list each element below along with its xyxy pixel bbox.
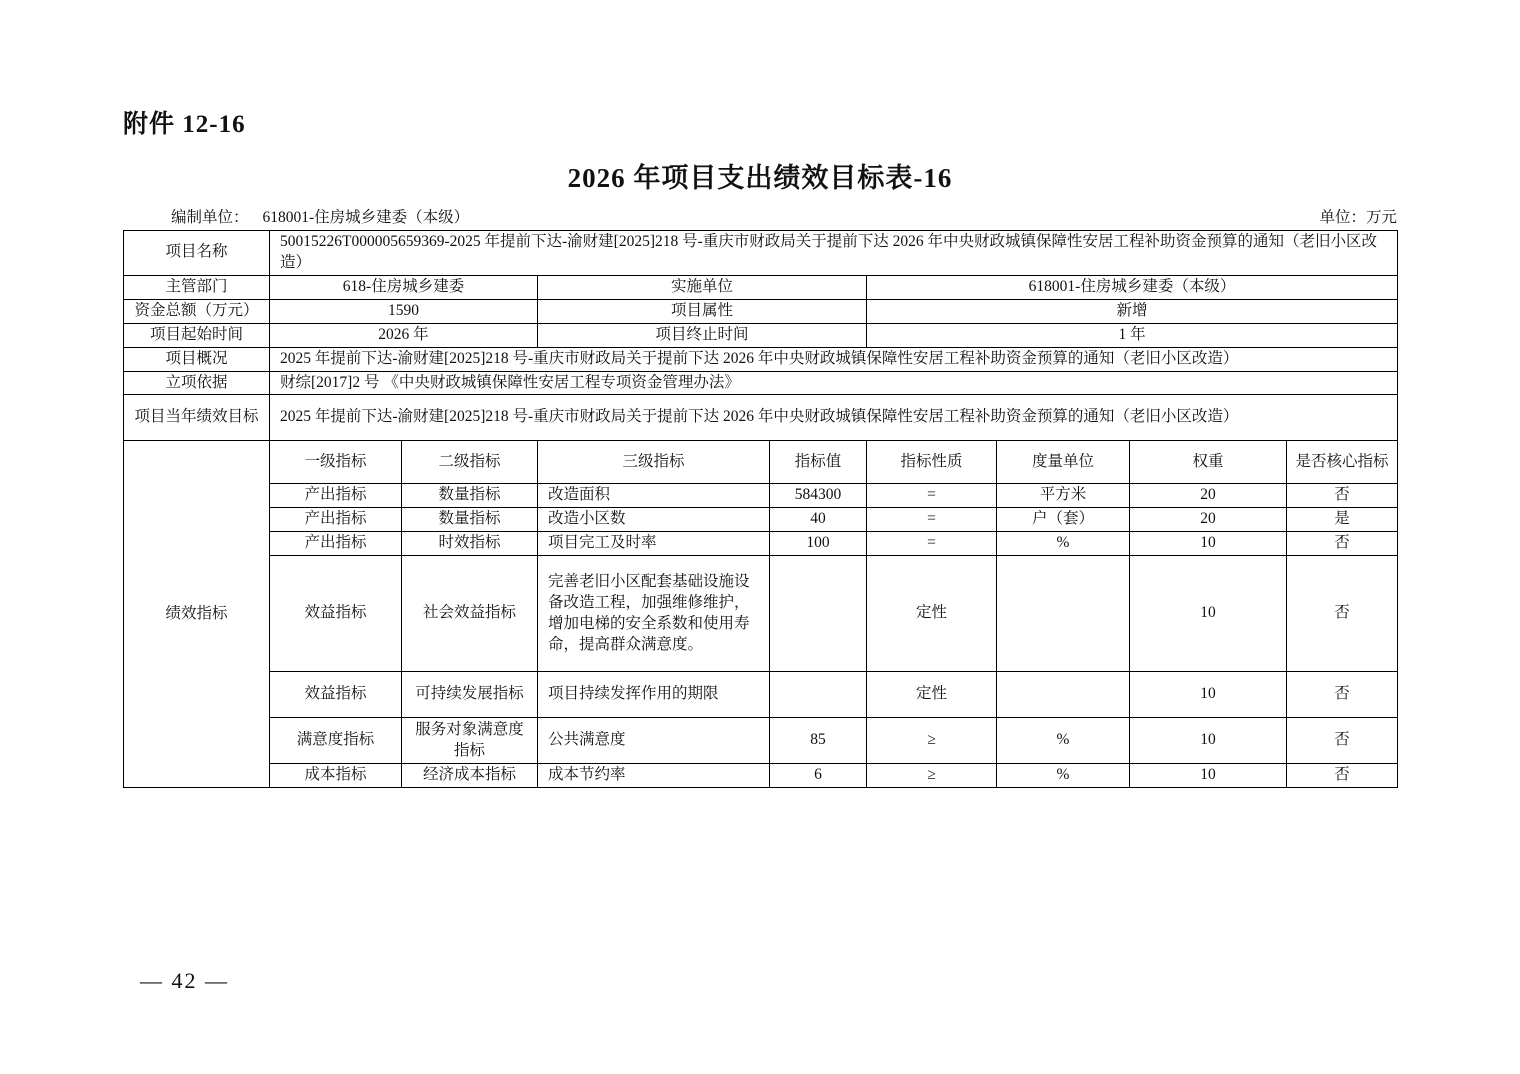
indicator-row: [124, 532, 1398, 556]
indicator-unit: 平方米: [997, 484, 1130, 508]
indicator-core: 否: [1287, 672, 1398, 718]
indicator-level1: 产出指标: [270, 532, 402, 556]
table-row: [124, 371, 1398, 395]
indicator-row: [124, 672, 1398, 718]
impl-value: 618001-住房城乡建委（本级）: [867, 275, 1398, 299]
indicator-unit: %: [997, 532, 1130, 556]
prepared-by-label: 编制单位：: [171, 209, 249, 226]
attr-value: 新增: [867, 299, 1398, 323]
page-title: 2026 年项目支出绩效目标表-16: [567, 163, 953, 193]
indicator-weight: 10: [1130, 556, 1287, 672]
indicator-row: [124, 508, 1398, 532]
indicator-level3: 公共满意度: [538, 718, 770, 764]
indicator-value: 584300: [770, 484, 867, 508]
indicator-nature: =: [867, 484, 997, 508]
indicator-row: [124, 556, 1398, 672]
document-page: [123, 0, 1397, 788]
indicator-value: 85: [770, 718, 867, 764]
end-label: 项目终止时间: [538, 323, 867, 347]
amount-label: 资金总额（万元）: [124, 299, 270, 323]
indicator-level3: 项目完工及时率: [538, 532, 770, 556]
indicator-unit: 户（套）: [997, 508, 1130, 532]
indicator-row: [124, 764, 1398, 788]
col-header-core: 是否核心指标: [1287, 441, 1398, 484]
indicator-core: 否: [1287, 764, 1398, 788]
indicator-level1: 产出指标: [270, 484, 402, 508]
indicator-level1: 成本指标: [270, 764, 402, 788]
amount-value: 1590: [270, 299, 538, 323]
col-header-level3: 三级指标: [538, 441, 770, 484]
indicator-value: [770, 556, 867, 672]
indicator-level2: 数量指标: [402, 484, 538, 508]
indicator-weight: 10: [1130, 532, 1287, 556]
indicator-nature: 定性: [867, 556, 997, 672]
indicator-core: 是: [1287, 508, 1398, 532]
indicator-weight: 10: [1130, 764, 1287, 788]
indicator-level2: 时效指标: [402, 532, 538, 556]
indicator-unit: %: [997, 764, 1130, 788]
project-name-label: 项目名称: [124, 231, 270, 276]
indicator-level3: 完善老旧小区配套基础设施设备改造工程，加强维修维护，增加电梯的安全系数和使用寿命，提高群众满意度。: [538, 556, 770, 672]
table-row: [124, 323, 1398, 347]
indicator-level3: 改造面积: [538, 484, 770, 508]
indicator-weight: 10: [1130, 672, 1287, 718]
col-header-unit: 度量单位: [997, 441, 1130, 484]
indicator-row: [124, 484, 1398, 508]
dept-value: 618-住房城乡建委: [270, 275, 538, 299]
indicator-unit: [997, 556, 1130, 672]
indicator-core: 否: [1287, 532, 1398, 556]
basis-label: 立项依据: [124, 371, 270, 395]
prepared-by: [171, 205, 469, 227]
indicator-header-row: [124, 441, 1398, 484]
col-header-nature: 指标性质: [867, 441, 997, 484]
indicator-weight: 10: [1130, 718, 1287, 764]
indicator-core: 否: [1287, 718, 1398, 764]
indicator-level3: 改造小区数: [538, 508, 770, 532]
indicator-value: 6: [770, 764, 867, 788]
overview-label: 项目概况: [124, 347, 270, 371]
table-row: [124, 275, 1398, 299]
unit-note: 单位：万元: [1319, 209, 1397, 226]
indicator-level1: 产出指标: [270, 508, 402, 532]
indicator-value: 40: [770, 508, 867, 532]
indicator-nature: =: [867, 532, 997, 556]
col-header-level2: 二级指标: [402, 441, 538, 484]
indicator-nature: =: [867, 508, 997, 532]
overview-value: 2025 年提前下达-渝财建[2025]218 号-重庆市财政局关于提前下达 2026 年中央财政城镇保障性安居工程补助资金预算的通知（老旧小区改造）: [270, 347, 1398, 371]
indicator-core: 否: [1287, 556, 1398, 672]
start-label: 项目起始时间: [124, 323, 270, 347]
annual-goal-label: 项目当年绩效目标: [124, 395, 270, 441]
indicator-nature: 定性: [867, 672, 997, 718]
table-row: [124, 395, 1398, 441]
indicator-level2: 可持续发展指标: [402, 672, 538, 718]
indicator-nature: ≥: [867, 718, 997, 764]
table-row: [124, 299, 1398, 323]
project-name-value: 50015226T000005659369-2025 年提前下达-渝财建[2025]218 号-重庆市财政局关于提前下达 2026 年中央财政城镇保障性安居工程补助资金预算的通知（老旧小区改造）: [270, 231, 1398, 276]
basis-value: 财综[2017]2 号 《中央财政城镇保障性安居工程专项资金管理办法》: [270, 371, 1398, 395]
indicator-row: [124, 718, 1398, 764]
indicator-nature: ≥: [867, 764, 997, 788]
col-header-value: 指标值: [770, 441, 867, 484]
indicator-level2: 经济成本指标: [402, 764, 538, 788]
annual-goal-value: 2025 年提前下达-渝财建[2025]218 号-重庆市财政局关于提前下达 2026 年中央财政城镇保障性安居工程补助资金预算的通知（老旧小区改造）: [270, 395, 1398, 441]
meta-row: [123, 205, 1397, 227]
indicator-weight: 20: [1130, 508, 1287, 532]
indicator-value: 100: [770, 532, 867, 556]
indicator-level2: 数量指标: [402, 508, 538, 532]
indicator-level1: 效益指标: [270, 672, 402, 718]
prepared-by-value: 618001-住房城乡建委（本级）: [262, 209, 470, 226]
indicator-level3: 成本节约率: [538, 764, 770, 788]
indicator-level2: 社会效益指标: [402, 556, 538, 672]
attachment-label: 附件 12-16: [123, 111, 246, 138]
indicator-unit: %: [997, 718, 1130, 764]
indicator-section-label: 绩效指标: [124, 441, 270, 788]
indicator-core: 否: [1287, 484, 1398, 508]
end-value: 1 年: [867, 323, 1398, 347]
page-number: — 42 —: [140, 968, 229, 993]
indicator-level2: 服务对象满意度指标: [402, 718, 538, 764]
indicator-level1: 满意度指标: [270, 718, 402, 764]
indicator-value: [770, 672, 867, 718]
dept-label: 主管部门: [124, 275, 270, 299]
indicator-unit: [997, 672, 1130, 718]
start-value: 2026 年: [270, 323, 538, 347]
performance-target-table: [123, 230, 1398, 788]
col-header-level1: 一级指标: [270, 441, 402, 484]
indicator-weight: 20: [1130, 484, 1287, 508]
table-row: [124, 347, 1398, 371]
indicator-level1: 效益指标: [270, 556, 402, 672]
table-row: [124, 231, 1398, 276]
col-header-weight: 权重: [1130, 441, 1287, 484]
impl-label: 实施单位: [538, 275, 867, 299]
indicator-level3: 项目持续发挥作用的期限: [538, 672, 770, 718]
attr-label: 项目属性: [538, 299, 867, 323]
